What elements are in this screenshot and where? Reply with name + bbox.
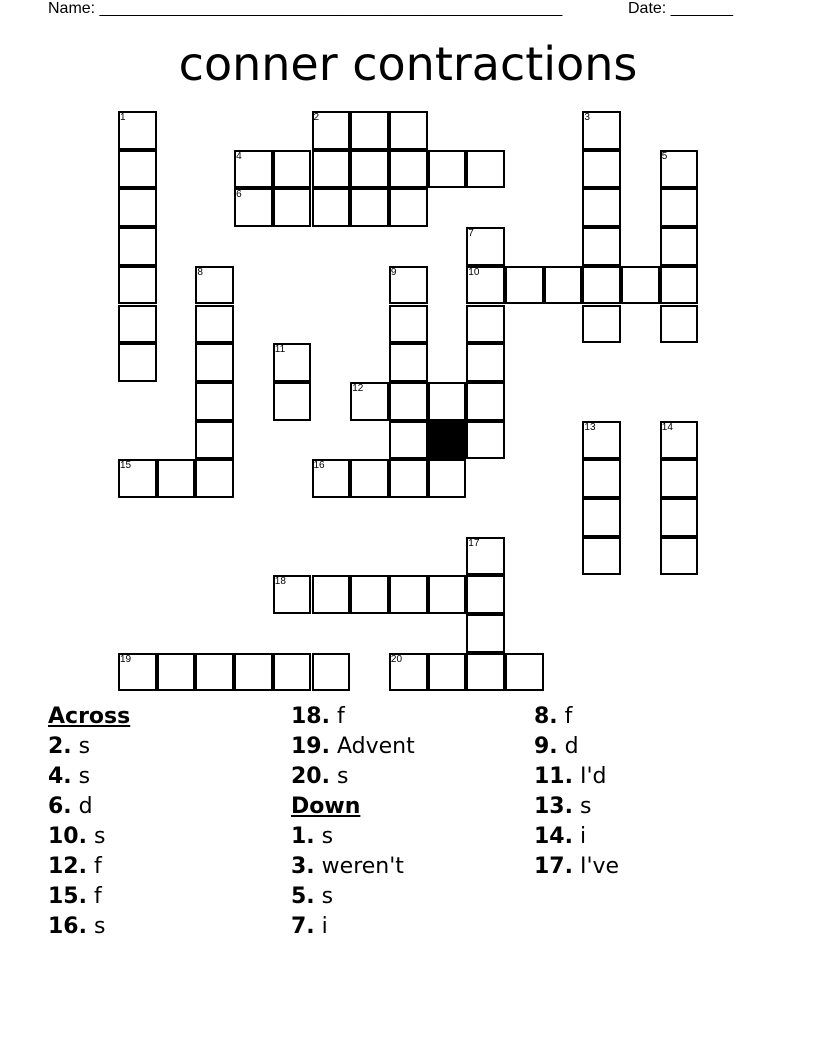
- crossword-cell[interactable]: [466, 421, 505, 460]
- clue-number-label: 9: [390, 266, 397, 278]
- crossword-cell[interactable]: [312, 575, 351, 614]
- crossword-cell[interactable]: [118, 343, 157, 382]
- crossword-cell[interactable]: [466, 575, 505, 614]
- crossword-cell[interactable]: [350, 111, 389, 150]
- clue: 13. s: [534, 794, 592, 819]
- clue: 3. weren't: [291, 854, 404, 879]
- crossword-cell[interactable]: [389, 111, 428, 150]
- clue-number-label: 12: [352, 382, 364, 394]
- crossword-cell[interactable]: [428, 459, 467, 498]
- clue: 16. s: [48, 914, 106, 939]
- crossword-cell[interactable]: [505, 653, 544, 692]
- crossword-cell[interactable]: [312, 653, 351, 692]
- crossword-cell[interactable]: [118, 150, 157, 189]
- crossword-cell[interactable]: [273, 653, 312, 692]
- crossword-cell[interactable]: [195, 653, 234, 692]
- crossword-cell[interactable]: [389, 575, 428, 614]
- clue: 8. f: [534, 704, 573, 729]
- clue-number-label: 8: [197, 266, 203, 278]
- clue-number-label: 16: [313, 460, 325, 472]
- crossword-cell[interactable]: [466, 653, 505, 692]
- clue-number-label: 1: [120, 112, 126, 123]
- crossword-cell[interactable]: [195, 421, 234, 460]
- clue-number-label: 14: [661, 421, 673, 433]
- clues-column-3: [534, 702, 619, 882]
- crossword-cell[interactable]: [582, 537, 621, 576]
- crossword-cell[interactable]: [195, 343, 234, 382]
- clue-number-label: 3: [584, 112, 590, 123]
- crossword-cell[interactable]: [582, 305, 621, 344]
- clue: 11. I'd: [534, 764, 607, 789]
- crossword-cell[interactable]: [660, 305, 699, 344]
- clue: 12. f: [48, 854, 102, 879]
- crossword-cell[interactable]: [118, 227, 157, 266]
- crossword-cell[interactable]: [350, 188, 389, 227]
- across-heading: Across: [48, 704, 131, 729]
- crossword-cell[interactable]: [118, 188, 157, 227]
- crossword-cell[interactable]: [660, 266, 699, 305]
- crossword-cell[interactable]: [389, 421, 428, 460]
- clue: 14. i: [534, 824, 587, 849]
- crossword-cell[interactable]: [660, 188, 699, 227]
- crossword-cell[interactable]: [466, 614, 505, 653]
- clue-number-label: 5: [661, 150, 668, 162]
- clue-number-label: 10: [468, 266, 480, 278]
- crossword-cell[interactable]: [157, 459, 196, 498]
- clue: 9. d: [534, 734, 579, 759]
- crossword-cell[interactable]: [582, 150, 621, 189]
- clue-number-label: 4: [236, 150, 242, 162]
- clue-number-label: 7: [468, 228, 474, 240]
- crossword-cell[interactable]: [118, 266, 157, 305]
- clue-number-label: 15: [120, 460, 132, 472]
- clue: 6. d: [48, 794, 93, 819]
- clues-column-2: [291, 702, 415, 942]
- clue: 20. s: [291, 764, 349, 789]
- clues-column-1: [48, 702, 130, 942]
- crossword-black-cell: [428, 421, 467, 460]
- crossword-cell[interactable]: [118, 305, 157, 344]
- clue-number-label: 2: [313, 112, 320, 123]
- clue: 19. Advent: [291, 734, 415, 759]
- clue: 1. s: [291, 824, 334, 849]
- crossword-cell[interactable]: [466, 150, 505, 189]
- crossword-cell[interactable]: [157, 653, 196, 692]
- crossword-cell[interactable]: [234, 653, 273, 692]
- clue-number-label: 17: [468, 537, 480, 549]
- crossword-cell[interactable]: [582, 188, 621, 227]
- clue: 18. f: [291, 704, 345, 729]
- crossword-cell[interactable]: [195, 382, 234, 421]
- crossword-cell[interactable]: [350, 459, 389, 498]
- crossword-cell[interactable]: [350, 575, 389, 614]
- crossword-cell[interactable]: [544, 266, 583, 305]
- clue-number-label: 18: [274, 576, 286, 588]
- crossword-cell[interactable]: [350, 150, 389, 189]
- crossword-cell[interactable]: [428, 575, 467, 614]
- crossword-cell[interactable]: [389, 188, 428, 227]
- crossword-cell[interactable]: [389, 459, 428, 498]
- down-heading: Down: [291, 794, 361, 819]
- crossword-cell[interactable]: [505, 266, 544, 305]
- crossword-cell[interactable]: [273, 150, 312, 189]
- clue: 4. s: [48, 764, 91, 789]
- page-title: conner contractions: [178, 37, 638, 91]
- crossword-cell[interactable]: [466, 382, 505, 421]
- crossword-cell[interactable]: [660, 459, 699, 498]
- crossword-cell[interactable]: [273, 188, 312, 227]
- crossword-cell[interactable]: [428, 653, 467, 692]
- clue-number-label: 13: [584, 421, 596, 433]
- clue-number-label: 6: [236, 189, 242, 201]
- crossword-cell[interactable]: [582, 498, 621, 537]
- crossword-cell[interactable]: [195, 305, 234, 344]
- crossword-cell[interactable]: [582, 459, 621, 498]
- crossword-cell[interactable]: [466, 305, 505, 344]
- crossword-cell[interactable]: [660, 537, 699, 576]
- crossword-cell[interactable]: [389, 343, 428, 382]
- clue: 17. I've: [534, 854, 620, 879]
- clue-number-label: 20: [390, 653, 403, 665]
- date-label: Date: _______: [628, 0, 733, 17]
- crossword-cell[interactable]: [660, 498, 699, 537]
- crossword-cell[interactable]: [389, 305, 428, 344]
- crossword-cell[interactable]: [312, 150, 351, 189]
- crossword-cell[interactable]: [312, 188, 351, 227]
- crossword-cell[interactable]: [195, 459, 234, 498]
- clue: 15. f: [48, 884, 102, 909]
- crossword-cell[interactable]: [428, 382, 467, 421]
- name-label: Name: ____________________________________________________: [48, 0, 563, 17]
- crossword-cell[interactable]: [582, 266, 621, 305]
- clue: 2. s: [48, 734, 91, 759]
- crossword-cell[interactable]: [428, 150, 467, 189]
- crossword-cell[interactable]: [621, 266, 660, 305]
- clue: 10. s: [48, 824, 106, 849]
- crossword-cell[interactable]: [273, 382, 312, 421]
- crossword-cell[interactable]: [389, 150, 428, 189]
- crossword-cell[interactable]: [582, 227, 621, 266]
- clue: 7. i: [291, 914, 328, 939]
- clue: 5. s: [291, 884, 334, 909]
- crossword-cell[interactable]: [660, 227, 699, 266]
- crossword-cell[interactable]: [466, 343, 505, 382]
- clue-number-label: 11: [274, 344, 286, 356]
- crossword-cell[interactable]: [389, 382, 428, 421]
- clue-number-label: 19: [120, 653, 132, 665]
